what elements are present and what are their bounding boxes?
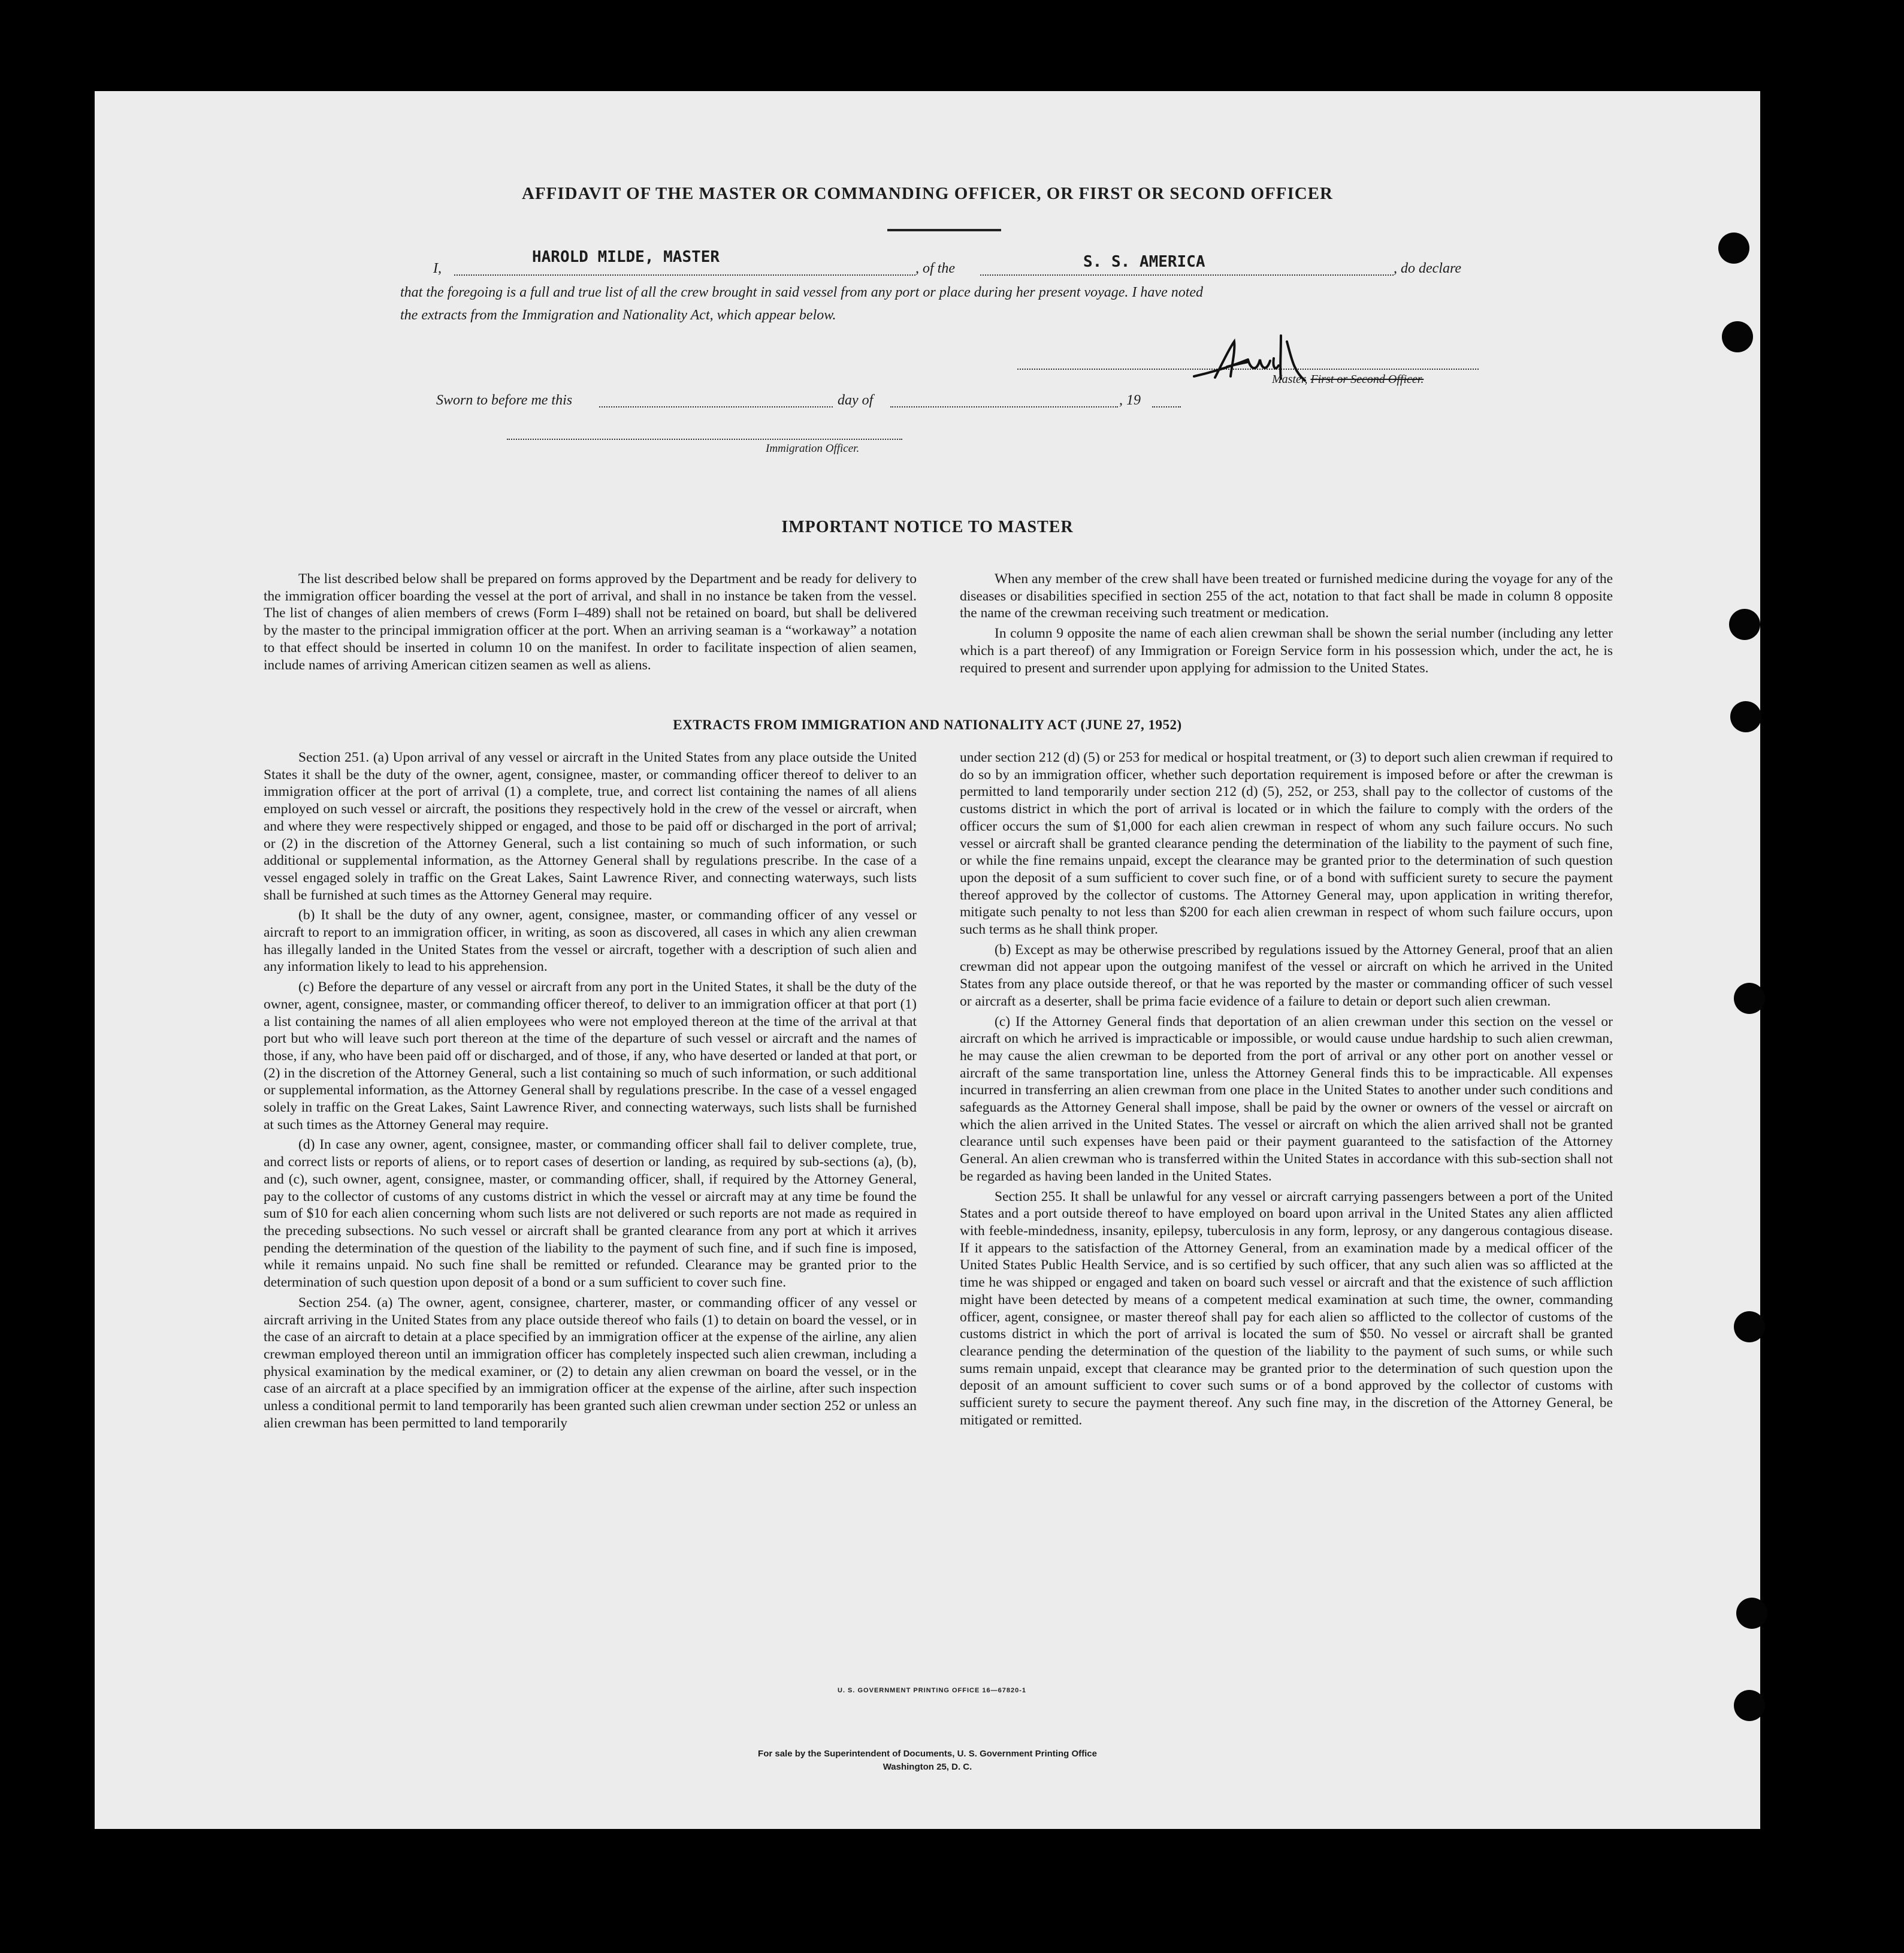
section-254-a-continued: under section 212 (d) (5) or 253 for medical or hospital treatment, or (3) to deport such alien crewman if required to do so by an immigration officer, whether such deportation requirement is imposed before or after the crewman is permitted to land temporarily under section 212 (d) (5), 252, or 253, shall pay to the collector of customs of the customs district in which the port of arrival is located or in which the failure to comply with the orders of the officer occurs the sum of $1,000 for each alien crewman in respect of whom any such failure occurs. No such vessel or aircraft shall be granted clearance pending the determination of the liability to the payment of such fine, or while the fine remains unpaid, except the clearance may be granted prior to the determination of such question upon the deposit of a sum sufficient to cover such fine, or of a bond with sufficient surety to secure the payment thereof approved by the collector of customs. The Attorney General may, upon application in writing therefor, mitigate such penalty to not less than $200 for each alien crewman in respect of whom such failure occurs, upon such terms as he shall think proper.	[960, 750, 1613, 938]
sworn-year-blank	[1152, 406, 1181, 407]
document-page	[95, 91, 1760, 1829]
of-the-label: , of the	[915, 261, 955, 276]
section-251-d: (d) In case any owner, agent, consignee, master, or commanding officer shall fail to deliver complete, true, and correct lists or reports of aliens, or to report cases of desertion or landing, as required by sub-sections (a), (b), and (c), such owner, agent, consignee, master, or commanding officer, shall, if required by the Attorney General, pay to the collector of customs of any customs district in which the vessel or aircraft may at any time be found the sum of $10 for each alien concerning whom such lists are not delivered or such reports are not made as required in the preceding subsections. No such vessel or aircraft shall be granted clearance from any port at which it arrives pending the determination of the question of the liability to the payment of such fine, and if such fine is imposed, while it remains unpaid. No such fine shall be remitted or refunded. Clearance may be granted prior to the determination of such question upon deposit of a bond or a sum sufficient to cover such fine.	[264, 1137, 917, 1291]
vessel-name-blank	[980, 274, 1394, 276]
officer-signature-line	[507, 439, 902, 440]
year-label: , 19	[1119, 393, 1141, 408]
statement-line-2: the extracts from the Immigration and Nationality Act, which appear below.	[400, 307, 836, 323]
notice-left-paragraph: The list described below shall be prepared on forms approved by the Department and be ready for delivery to the immigration officer boarding the vessel at the port of arrival, and shall in no instance be taken from the vessel. The list of changes of alien members of crews (Form I–489) shall not be retained on board, but shall be delivered by the master to the principal immigration officer at the port. When an arriving seaman is a “workaway” a notation to that effect should be inserted in column 10 on the manifest. In order to facilitate inspection of alien seamen, include names of arriving American citizen seamen as well as aliens.	[264, 571, 917, 673]
sworn-month-blank	[890, 406, 1118, 407]
master-name-blank	[454, 274, 915, 276]
notice-right-paragraph-2: In column 9 opposite the name of each alien crewman shall be shown the serial number (including any letter which is a part thereof) of any Immigration or Foreign Service form in his possession which, under the act, he is required to present and surrender upon applying for admission to the United States.	[960, 626, 1613, 676]
i-label: I,	[433, 261, 442, 276]
title-rule	[887, 229, 1001, 231]
binder-hole	[1730, 701, 1761, 732]
section-254-b: (b) Except as may be otherwise prescribed by regulations issued by the Attorney General, proof that an alien crewman did not appear upon the outgoing manifest of the vessel or aircraft on which he arrived in the United States from any place outside thereof, or that he was reported by the master or commanding officer of such vessel or aircraft as a deserter, shall be prima facie evidence of a failure to detain or deport such alien crewman.	[960, 941, 1613, 1009]
binder-hole	[1722, 321, 1753, 352]
do-declare-label: , do declare	[1394, 261, 1462, 276]
sworn-label: Sworn to before me this	[436, 393, 573, 408]
section-254-c: (c) If the Attorney General finds that deportation of an alien crewman under this section on the vessel or aircraft on which he arrived is impracticable or impossible, or would cause undue hardship to such alien crewman, he may cause the alien crewman to be deported from the port of arrival or any other port on another vessel or aircraft of the same transportation line, unless the Attorney General finds this to be impracticable. All expenses incurred in transferring an alien crewman from one place in the United States to another under such conditions and safeguards as the Attorney General shall impose, shall be paid by the owner or owners of the vessel or aircraft on which the alien arrived in the United States. The vessel or aircraft on which the alien arrived shall not be granted clearance until such expenses have been paid or their payment guaranteed to the satisfaction of the Attorney General. An alien crewman who is transferred within the United States in accordance with this sub-section shall not be regarded as having been landed in the United States.	[960, 1013, 1613, 1184]
section-255: Section 255. It shall be unlawful for any vessel or aircraft carrying passengers between a port of the United States and a port outside thereof to have employed on board upon arrival in the United States any alien afflicted with feeble-mindedness, insanity, epilepsy, tuberculosis in any form, leprosy, or any dangerous contagious disease. If it appears to the satisfaction of the Attorney General, from an examination made by a medical officer of the United States Public Health Service, and is so certified by such officer, that any such alien was so afflicted at the time he was shipped or engaged and taken on board such vessel or aircraft and that the existence of such affliction might have been detected by means of a competent medical examination at such time, the owner, commanding officer, agent, consignee, or master thereof shall pay for each alien so afflicted to the collector of customs of the customs district in which the port of arrival is located the sum of $50. No vessel or aircraft shall be granted clearance pending the determination of the question of the liability to the payment of such sums, or while such sums remain unpaid, except that clearance may be granted prior to the determination of such question upon the deposit of an amount sufficient to cover such sums or of a bond approved by the collector of customs with sufficient surety to secure the payment thereof. Any such fine may, in the discretion of the Attorney General, be mitigated or remitted.	[960, 1188, 1613, 1428]
signature-caption	[1272, 373, 1424, 387]
vessel-name-value: S. S. AMERICA	[1083, 253, 1205, 271]
section-251-a: Section 251. (a) Upon arrival of any vessel or aircraft in the United States from any place outside the United States it shall be the duty of the owner, agent, consignee, master, or commanding officer thereof to deliver to an immigration officer at the port of arrival (1) a complete, true, and correct list containing the names of all aliens employed on such vessel or aircraft, the positions they respectively hold in the crew of the vessel or aircraft, when and where they were respectively shipped or engaged, and those to be paid off or discharged in the port of arrival; or (2) in the discretion of the Attorney General, such a list containing so much of such information, or such additional or supplemental information, as the Attorney General shall by regulations prescribe. In the case of a vessel engaged solely in traffic on the Great Lakes, Saint Lawrence River, and connecting waterways, such lists shall be furnished at such times as the Attorney General may require.	[264, 750, 917, 903]
section-254-a: Section 254. (a) The owner, agent, consignee, charterer, master, or commanding officer of any vessel or aircraft arriving in the United States from any place outside thereof who fails (1) to detain on board the vessel, or in the case of an aircraft to detain at a place specified by an immigration officer at the expense of the airline, any alien crewman employed thereon until an immigration officer has completely inspected such alien crewman, including a physical examination by the medical examiner, or (2) to detain any alien crewman on board the vessel, or in the case of an aircraft at a place specified by an immigration officer at the expense of the airline, after such inspection unless a conditional permit to land temporarily has been granted such alien crewman under section 252 or unless an alien crewman has been permitted to land temporarily	[264, 1294, 917, 1431]
sale-line-1: For sale by the Superintendent of Documents, U. S. Government Printing Office	[758, 1749, 1097, 1759]
extracts-title: EXTRACTS FROM IMMIGRATION AND NATIONALITY ACT (JUNE 27, 1952)	[673, 717, 1182, 732]
binder-hole	[1734, 1311, 1765, 1342]
sworn-day-blank	[599, 406, 833, 407]
notice-right-paragraph-1: When any member of the crew shall have been treated or furnished medicine during the voyage for any of the diseases or disabilities specified in section 255 of the act, notation to that fact shall be made in column 8 opposite the name of the crewman receiving such treatment or medication.	[960, 571, 1613, 621]
binder-hole	[1736, 1598, 1767, 1629]
section-251-b: (b) It shall be the duty of any owner, agent, consignee, master, or commanding officer of any vessel or aircraft to report to an immigration officer, in writing, as soon as discovered, all cases in which any alien crewman has illegally landed in the United States from the vessel or aircraft, together with a description of such alien and any information likely to lead to his apprehension.	[264, 907, 917, 975]
binder-hole	[1729, 609, 1760, 640]
master-name-value: HAROLD MILDE, MASTER	[532, 248, 720, 266]
day-of-label: day of	[838, 393, 874, 408]
notice-left-column	[264, 570, 917, 677]
section-251-c: (c) Before the departure of any vessel or aircraft from any port in the United States, it shall be the duty of the owner, agent, consignee, master, or commanding officer thereof, to deliver to an immigration officer at that port (1) a list containing the names of all alien employees who were not employed thereon at the time of the arrival at that port but who will leave such port thereon at the time of the departure of such vessel or aircraft and the names of those, if any, who have been paid off or discharged, and of those, if any, who have deserted or landed at that port, or (2) in the discretion of the Attorney General, such a list containing so much of such information, or such additional or supplemental information, as the Attorney General shall by regulations prescribe. In the case of a vessel engaged solely in traffic on the Great Lakes, Saint Lawrence River, and connecting waterways, such lists shall be furnished at such times as the Attorney General may require.	[264, 979, 917, 1133]
extracts-right-column	[960, 749, 1613, 1432]
binder-hole	[1734, 1690, 1765, 1721]
extracts-left-column	[264, 749, 917, 1435]
printing-office-line: U. S. GOVERNMENT PRINTING OFFICE 16—67820-1	[838, 1687, 1027, 1694]
signature-caption-master: Master,	[1272, 373, 1308, 386]
binder-hole	[1718, 233, 1749, 264]
immigration-officer-label: Immigration Officer.	[766, 442, 860, 455]
statement-line-1: that the foregoing is a full and true list of all the crew brought in said vessel from any port or place during her present voyage. I have noted	[400, 285, 1204, 300]
signature-caption-struck: First or Second Officer.	[1310, 373, 1424, 386]
notice-title: IMPORTANT NOTICE TO MASTER	[781, 518, 1074, 536]
affidavit-title: AFFIDAVIT OF THE MASTER OR COMMANDING OFFICER, OR FIRST OR SECOND OFFICER	[522, 184, 1333, 203]
binder-hole	[1734, 983, 1765, 1014]
sale-line-2: Washington 25, D. C.	[883, 1762, 972, 1772]
notice-right-column	[960, 570, 1613, 680]
